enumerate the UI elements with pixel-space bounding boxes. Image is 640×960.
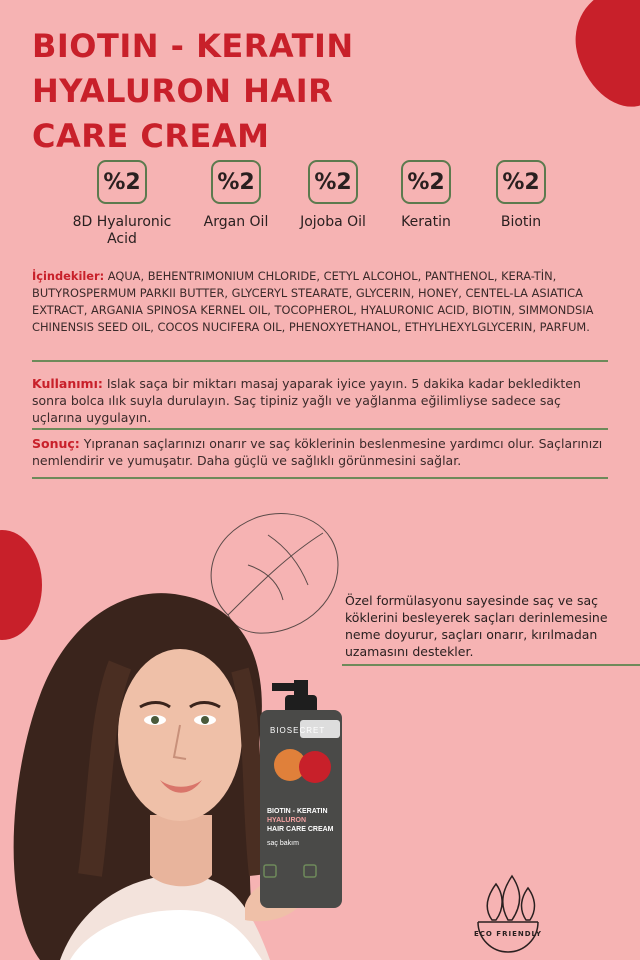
title-line-1: BIOTIN - KERATIN xyxy=(32,27,354,65)
ingredients-heading: İçindekiler: xyxy=(32,269,105,283)
percentage-row xyxy=(60,160,620,260)
model-with-product-photo xyxy=(0,575,360,960)
pct-badge: %2 xyxy=(496,160,546,204)
bottle-name-line: saç bakım xyxy=(267,840,299,847)
product-title xyxy=(32,24,452,159)
ingredients-section xyxy=(32,268,608,336)
divider xyxy=(32,360,608,362)
decorative-red-blob-top xyxy=(562,0,640,119)
bottle-name-line: HAIR CARE CREAM xyxy=(267,826,334,833)
ingredients-text: AQUA, BEHENTRIMONIUM CHLORIDE, CETYL ALCOHOL, PANTHENOL, KERA-TİN, BUTYROSPERMUM PARKII BUTTER, GLYCERYL STEARATE, GLYCERIN, HONEY, CENTEL-LA ASIATICA EXTRACT, ARGANIA SPINOSA KERNEL OIL, TOCOPHEROL, HYALURONIC ACID, BIOTIN, SIMMONDSIA CHINENSIS SEED OIL, COCOS NUCIFERA OIL, PHENOXYETHANOL, ETHYLHEXYLGLYCERIN, PARFUM. xyxy=(32,269,594,334)
pct-badge: %2 xyxy=(97,160,147,204)
pct-label: Keratin xyxy=(401,214,451,230)
pct-label-line: 8D Hyaluronic xyxy=(72,214,172,230)
pct-label-line: Acid xyxy=(107,231,137,247)
divider xyxy=(32,428,608,430)
title-line-3: CARE CREAM xyxy=(32,117,270,155)
result-heading: Sonuç: xyxy=(32,436,80,451)
divider xyxy=(342,664,640,666)
usage-heading: Kullanımı: xyxy=(32,376,103,391)
bottle-name-line: BIOTIN - KERATIN xyxy=(267,808,328,815)
bottle-brand: BIOSECRET xyxy=(270,726,326,735)
pct-label: Argan Oil xyxy=(203,214,269,230)
result-text: Yıpranan saçlarınızı onarır ve saç köklerinin beslenmesine yardımcı olur. Saçlarınızı nemlendirir ve yumuşatır. Daha güçlü ve sağlıklı görünmesini sağlar. xyxy=(32,436,603,468)
bottle-name-line: HYALURON xyxy=(267,817,307,824)
pct-badge: %2 xyxy=(308,160,358,204)
eco-friendly-icon xyxy=(460,862,556,958)
usage-section xyxy=(32,375,608,426)
pct-badge: %2 xyxy=(211,160,261,204)
usage-text: Islak saça bir miktarı masaj yaparak iyice yayın. 5 dakika kadar bekledikten sonra bolca ılık suyla durulayın. Saç tipiniz yağlı ve yağlanma eğilimliyse sadece saç uçlarına uygulayın. xyxy=(32,376,581,425)
pct-badge: %2 xyxy=(401,160,451,204)
result-section xyxy=(32,435,608,469)
pct-biotin xyxy=(451,160,591,231)
pct-label: Biotin xyxy=(500,214,542,230)
product-description: Özel formülasyonu sayesinde saç ve saç köklerini besleyerek saçları derinlemesine neme doyurur, saçları onarır, kırılmadan uzamasını destekler. xyxy=(345,593,608,659)
eco-friendly-label: ECO FRIENDLY xyxy=(474,930,542,938)
title-line-2: HYALURON HAIR xyxy=(32,72,334,110)
divider xyxy=(32,477,608,479)
pct-label: Jojoba Oil xyxy=(300,214,366,230)
